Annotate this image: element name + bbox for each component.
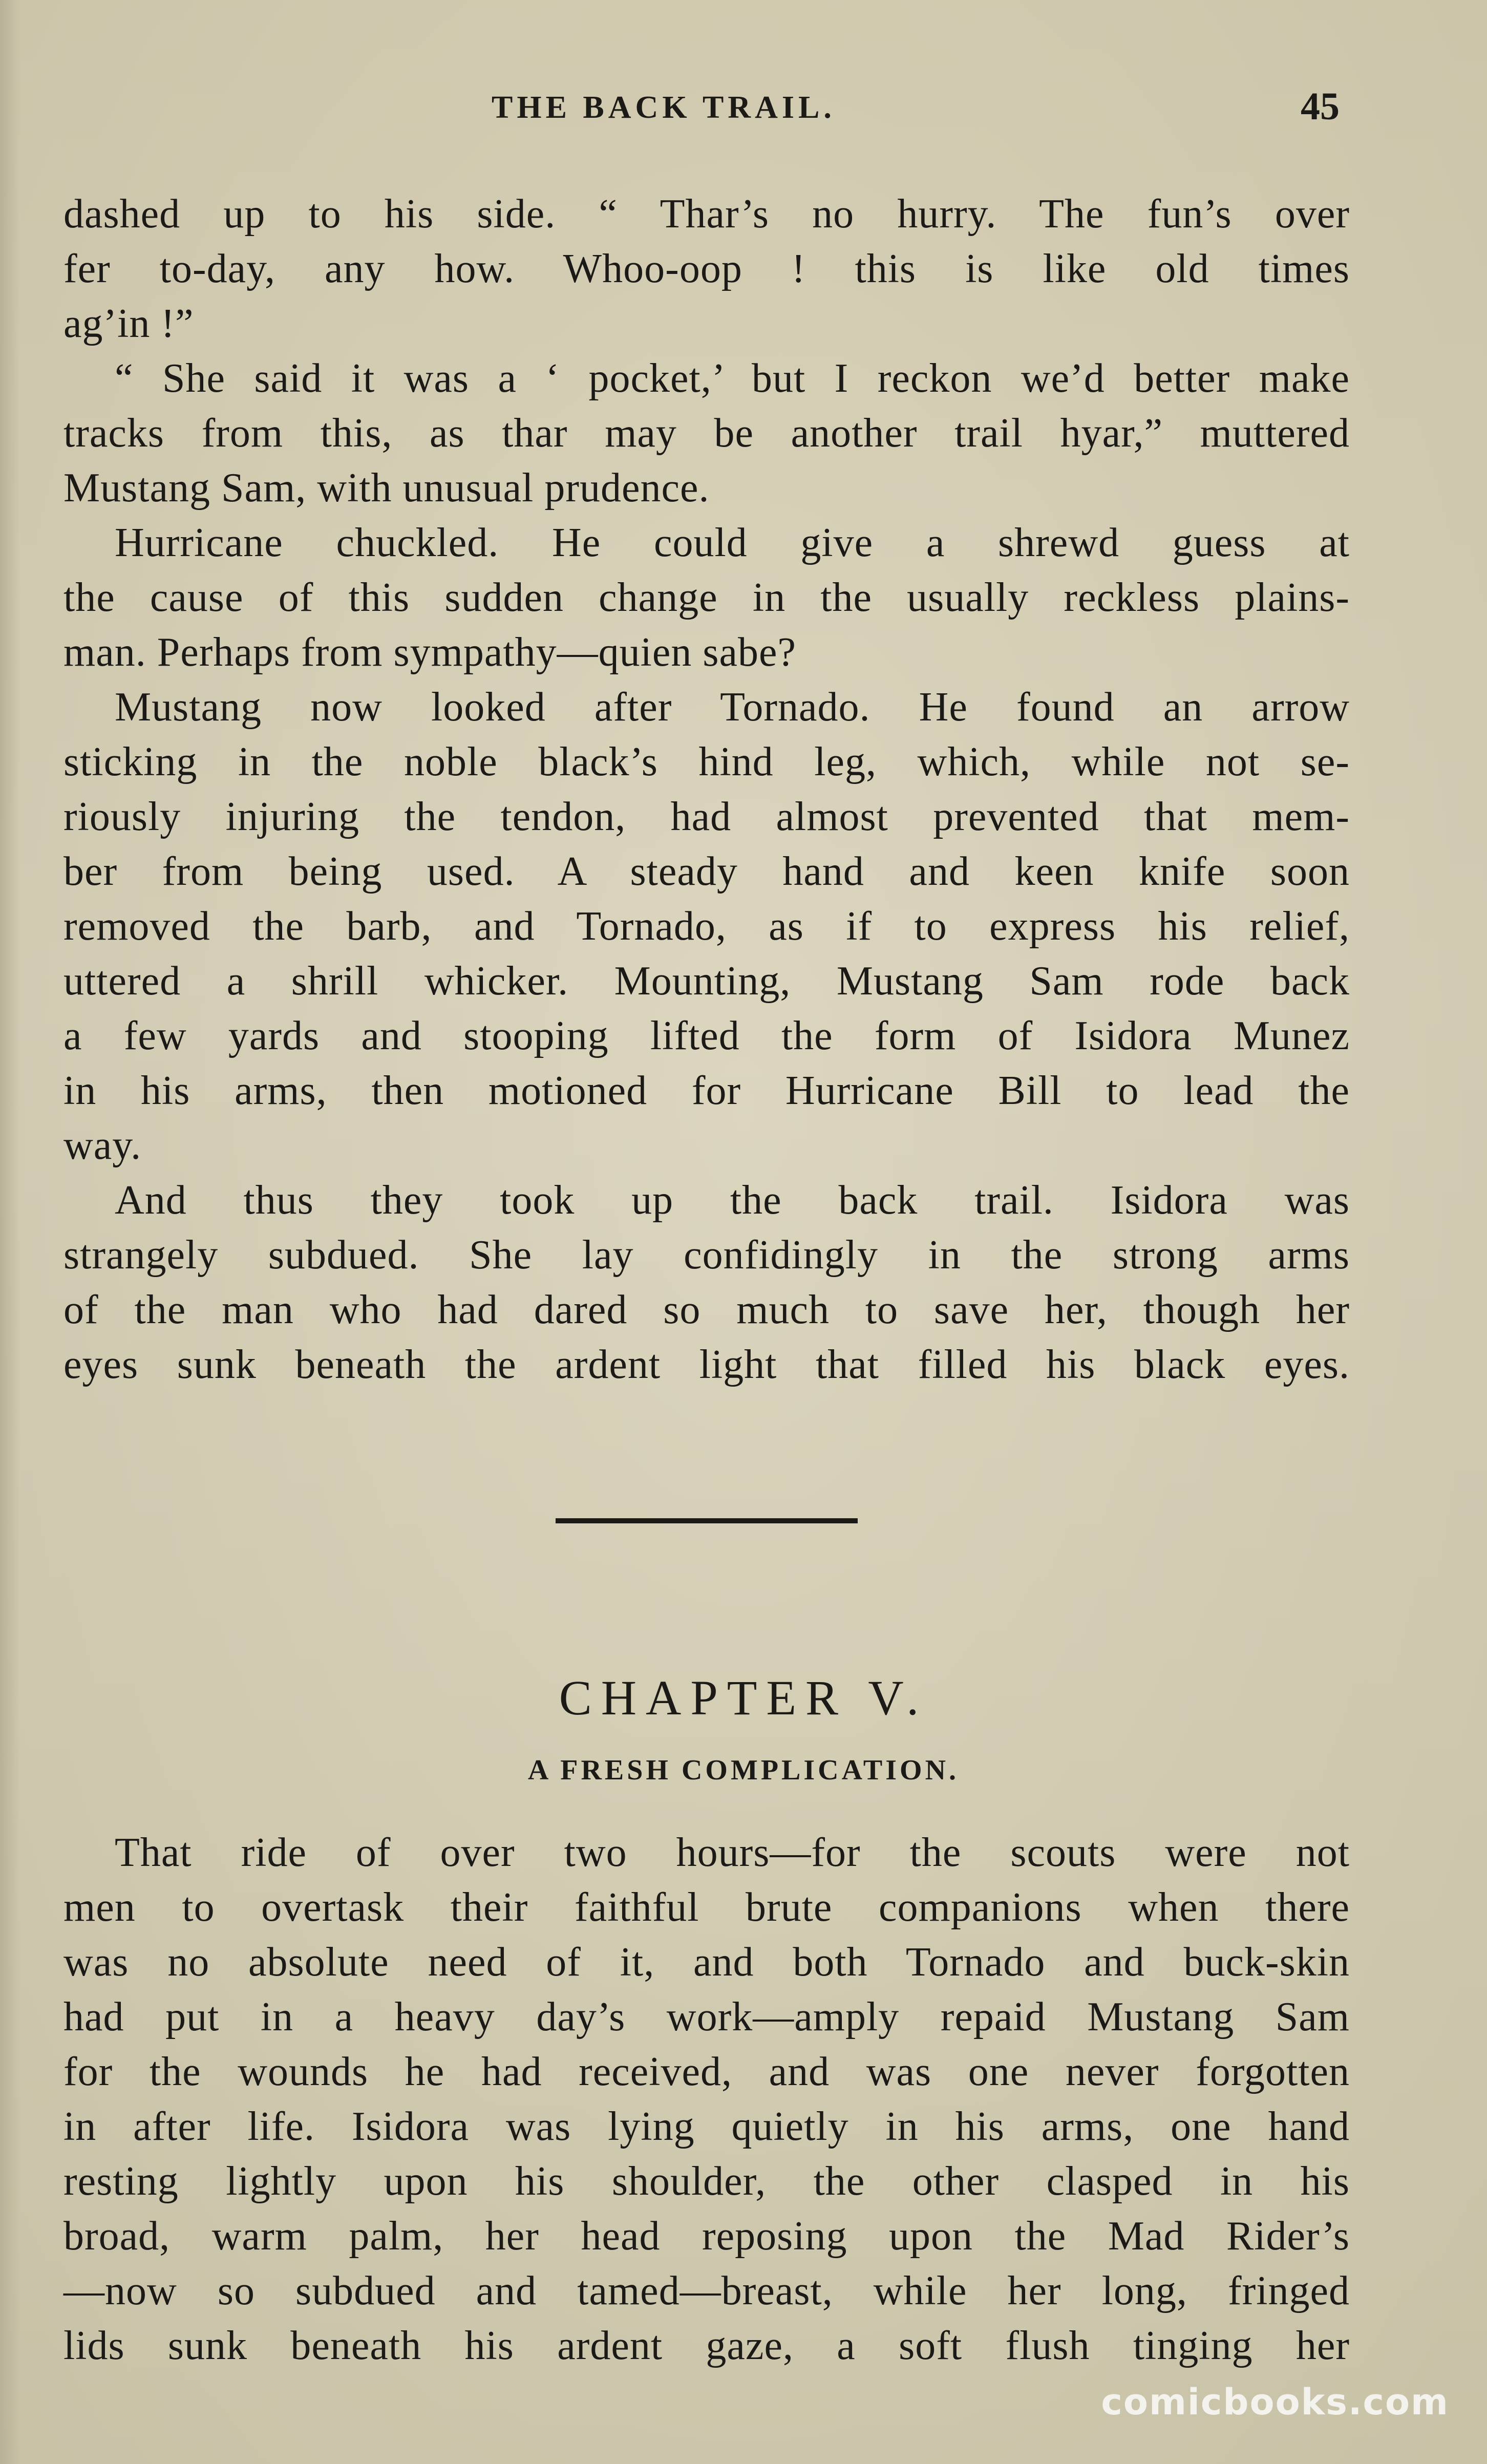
text-line: removed the barb, and Tornado, as if to express his relief, [63,904,1350,949]
running-head: THE BACK TRAIL. [492,90,836,125]
text-line: strangely subdued. She lay confidingly in the strong arms [63,1233,1350,1278]
text-line: of the man who had dared so much to save her, though her [63,1287,1350,1332]
watermark-logo: comicbooks.com [1101,2381,1449,2423]
text-line: tracks from this, as thar may be another trail hyar,” muttered [63,411,1350,456]
chapter-title: CHAPTER V. [559,1670,928,1725]
text-line: fer to-day, any how. Whoo-oop ! this is like old times [63,246,1350,291]
text-line: dashed up to his side. “ Thar’s no hurry. The fun’s over [63,192,1350,237]
text-line: man. Perhaps from sympathy—quien sabe? [63,630,797,675]
text-line: had put in a heavy day’s work—amply repaid Mustang Sam [63,1994,1350,2040]
text-line: That ride of over two hours—for the scouts were not [115,1830,1350,1875]
text-line: Hurricane chuckled. He could give a shrewd guess at [115,520,1350,565]
text-line: riously injuring the tendon, had almost prevented that mem- [63,794,1350,839]
text-line: was no absolute need of it, and both Tornado and buck-skin [63,1940,1350,1985]
text-line: uttered a shrill whicker. Mounting, Mustang Sam rode back [63,959,1350,1004]
text-line: men to overtask their faithful brute companions when there [63,1885,1350,1930]
text-line: broad, warm palm, her head reposing upon the Mad Rider’s [63,2214,1350,2259]
chapter-subtitle: A FRESH COMPLICATION. [527,1754,960,1786]
text-line: the cause of this sudden change in the usually reckless plains- [63,575,1350,620]
text-line: in his arms, then motioned for Hurricane Bill to lead the [63,1068,1350,1113]
page-number: 45 [1301,85,1340,128]
text-line: resting lightly upon his shoulder, the other clasped in his [63,2159,1350,2204]
text-line: for the wounds he had received, and was one never forgotten [63,2049,1350,2094]
text-line: in after life. Isidora was lying quietly in his arms, one hand [63,2104,1350,2149]
text-line: eyes sunk beneath the ardent light that filled his black eyes. [63,1342,1350,1387]
text-line: a few yards and stooping lifted the form of Isidora Munez [63,1013,1350,1058]
page-gutter-shadow [0,0,20,2464]
text-line: Mustang Sam, with unusual prudence. [63,465,710,511]
text-line: “ She said it was a ‘ pocket,’ but I reckon we’d better make [115,356,1350,401]
text-line: ber from being used. A steady hand and keen knife soon [63,849,1350,894]
text-line: Mustang now looked after Tornado. He found an arrow [115,685,1350,730]
body-text-section-2 [63,1825,1350,2373]
text-line: ag’in !” [63,301,194,346]
section-divider-rule [556,1518,858,1523]
text-line: way. [63,1123,142,1168]
text-line: —now so subdued and tamed—breast, while her long, fringed [63,2268,1350,2313]
body-text-section-1 [63,187,1350,1392]
text-line: And thus they took up the back trail. Isidora was [115,1178,1350,1223]
text-line: sticking in the noble black’s hind leg, which, while not se- [63,739,1350,784]
text-line: lids sunk beneath his ardent gaze, a soft flush tinging her [63,2323,1350,2368]
